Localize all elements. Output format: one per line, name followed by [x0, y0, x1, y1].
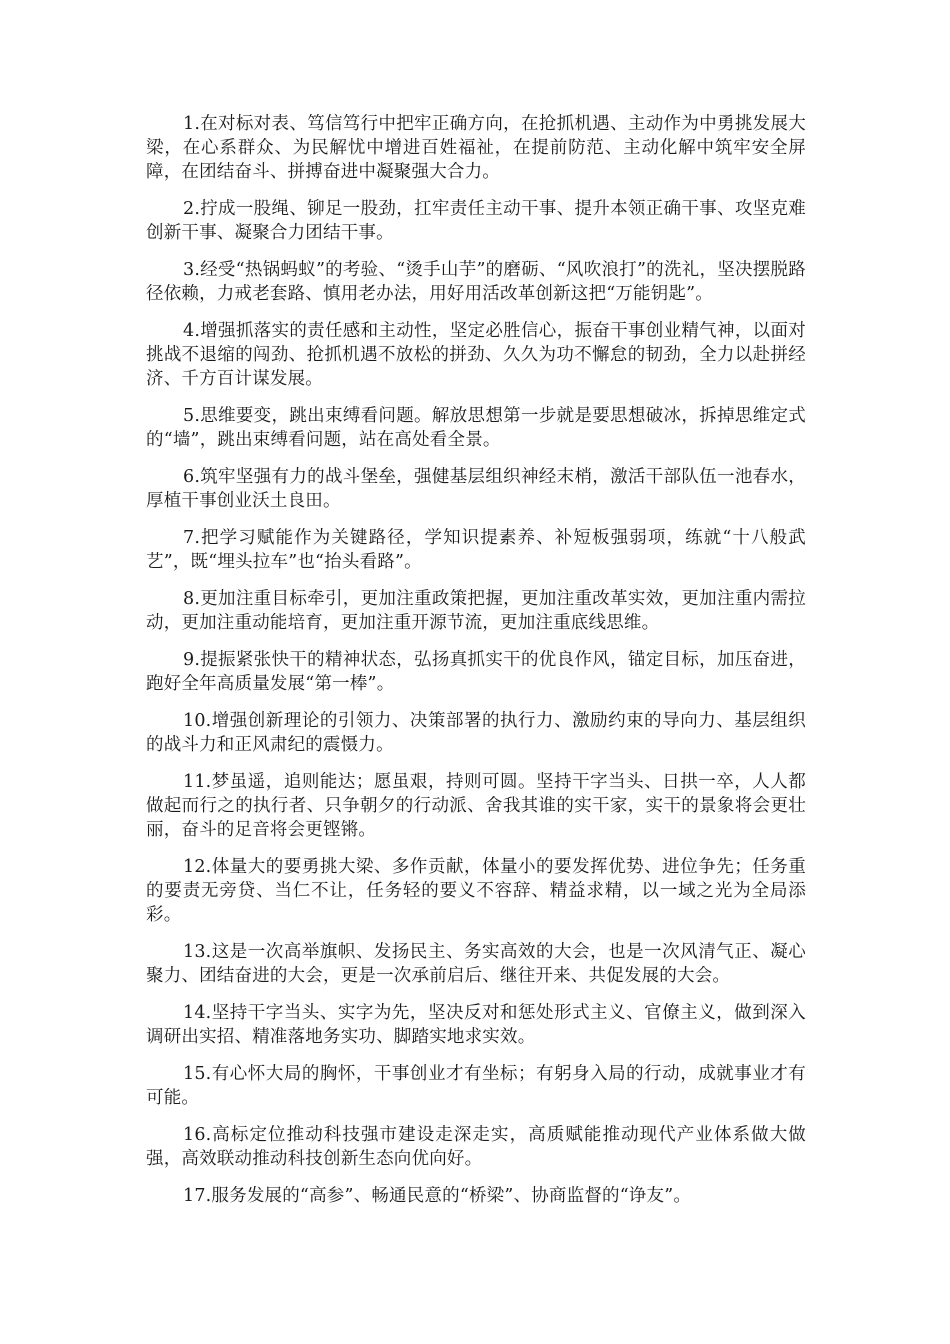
paragraph-14: 14.坚持干字当头、实字为先，坚决反对和惩处形式主义、官僚主义，做到深入调研出实招、精准落地务实功、脚踏实地求实效。 [146, 1003, 806, 1047]
paragraph-12: 12.体量大的要勇挑大梁、多作贡献，体量小的要发挥优势、进位争先；任务重的要责无旁贷、当仁不让，任务轻的要义不容辞、精益求精，以一域之光为全局添彩。 [146, 857, 806, 925]
paragraph-11: 11.梦虽遥，追则能达；愿虽艰，持则可圆。坚持干字当头、日拱一卒，人人都做起而行之的执行者、只争朝夕的行动派、舍我其谁的实干家，实干的景象将会更壮丽，奋斗的足音将会更铿锵。 [146, 772, 806, 840]
paragraph-3: 3.经受“热锅蚂蚁”的考验、“烫手山芋”的磨砺、“风吹浪打”的洗礼，坚决摆脱路径依赖，力戒老套路、慎用老办法，用好用活改革创新这把“万能钥匙”。 [146, 260, 806, 304]
document-body [146, 112, 806, 1221]
paragraph-17: 17.服务发展的“高参”、畅通民意的“桥梁”、协商监督的“诤友”。 [183, 1186, 692, 1206]
paragraph-5: 5.思维要变，跳出束缚看问题。解放思想第一步就是要思想破冰，拆掉思维定式的“墙”，跳出束缚看问题，站在高处看全景。 [146, 406, 806, 450]
paragraph-10: 10.增强创新理论的引领力、决策部署的执行力、激励约束的导向力、基层组织的战斗力和正风肃纪的震慑力。 [146, 711, 806, 755]
paragraph-6: 6.筑牢坚强有力的战斗堡垒，强健基层组织神经末梢，激活干部队伍一池春水，厚植干事创业沃土良田。 [146, 467, 806, 511]
paragraph-15: 15.有心怀大局的胸怀，干事创业才有坐标；有躬身入局的行动，成就事业才有可能。 [146, 1064, 806, 1108]
paragraph-4: 4.增强抓落实的责任感和主动性，坚定必胜信心，振奋干事创业精气神，以面对挑战不退缩的闯劲、抢抓机遇不放松的拼劲、久久为功不懈怠的韧劲，全力以赴拼经济、千方百计谋发展。 [146, 321, 806, 389]
paragraph-8: 8.更加注重目标牵引，更加注重政策把握，更加注重改革实效，更加注重内需拉动，更加注重动能培育，更加注重开源节流，更加注重底线思维。 [146, 589, 806, 633]
paragraph-16: 16.高标定位推动科技强市建设走深走实，高质赋能推动现代产业体系做大做强，高效联动推动科技创新生态向优向好。 [146, 1125, 806, 1169]
paragraph-2: 2.拧成一股绳、铆足一股劲，扛牢责任主动干事、提升本领正确干事、攻坚克难创新干事、凝聚合力团结干事。 [146, 199, 806, 243]
paragraph-1: 1.在对标对表、笃信笃行中把牢正确方向，在抢抓机遇、主动作为中勇挑发展大梁，在心系群众、为民解忧中增进百姓福祉，在提前防范、主动化解中筑牢安全屏障，在团结奋斗、拼搏奋进中凝聚强大合力。 [146, 114, 806, 182]
paragraph-7: 7.把学习赋能作为关键路径，学知识提素养、补短板强弱项，练就“十八般武艺”，既“埋头拉车”也“抬头看路”。 [146, 528, 806, 572]
paragraph-13: 13.这是一次高举旗帜、发扬民主、务实高效的大会，也是一次风清气正、凝心聚力、团结奋进的大会，更是一次承前启后、继往开来、共促发展的大会。 [146, 942, 806, 986]
paragraph-9: 9.提振紧张快干的精神状态，弘扬真抓实干的优良作风，锚定目标，加压奋进，跑好全年高质量发展“第一棒”。 [146, 650, 806, 694]
